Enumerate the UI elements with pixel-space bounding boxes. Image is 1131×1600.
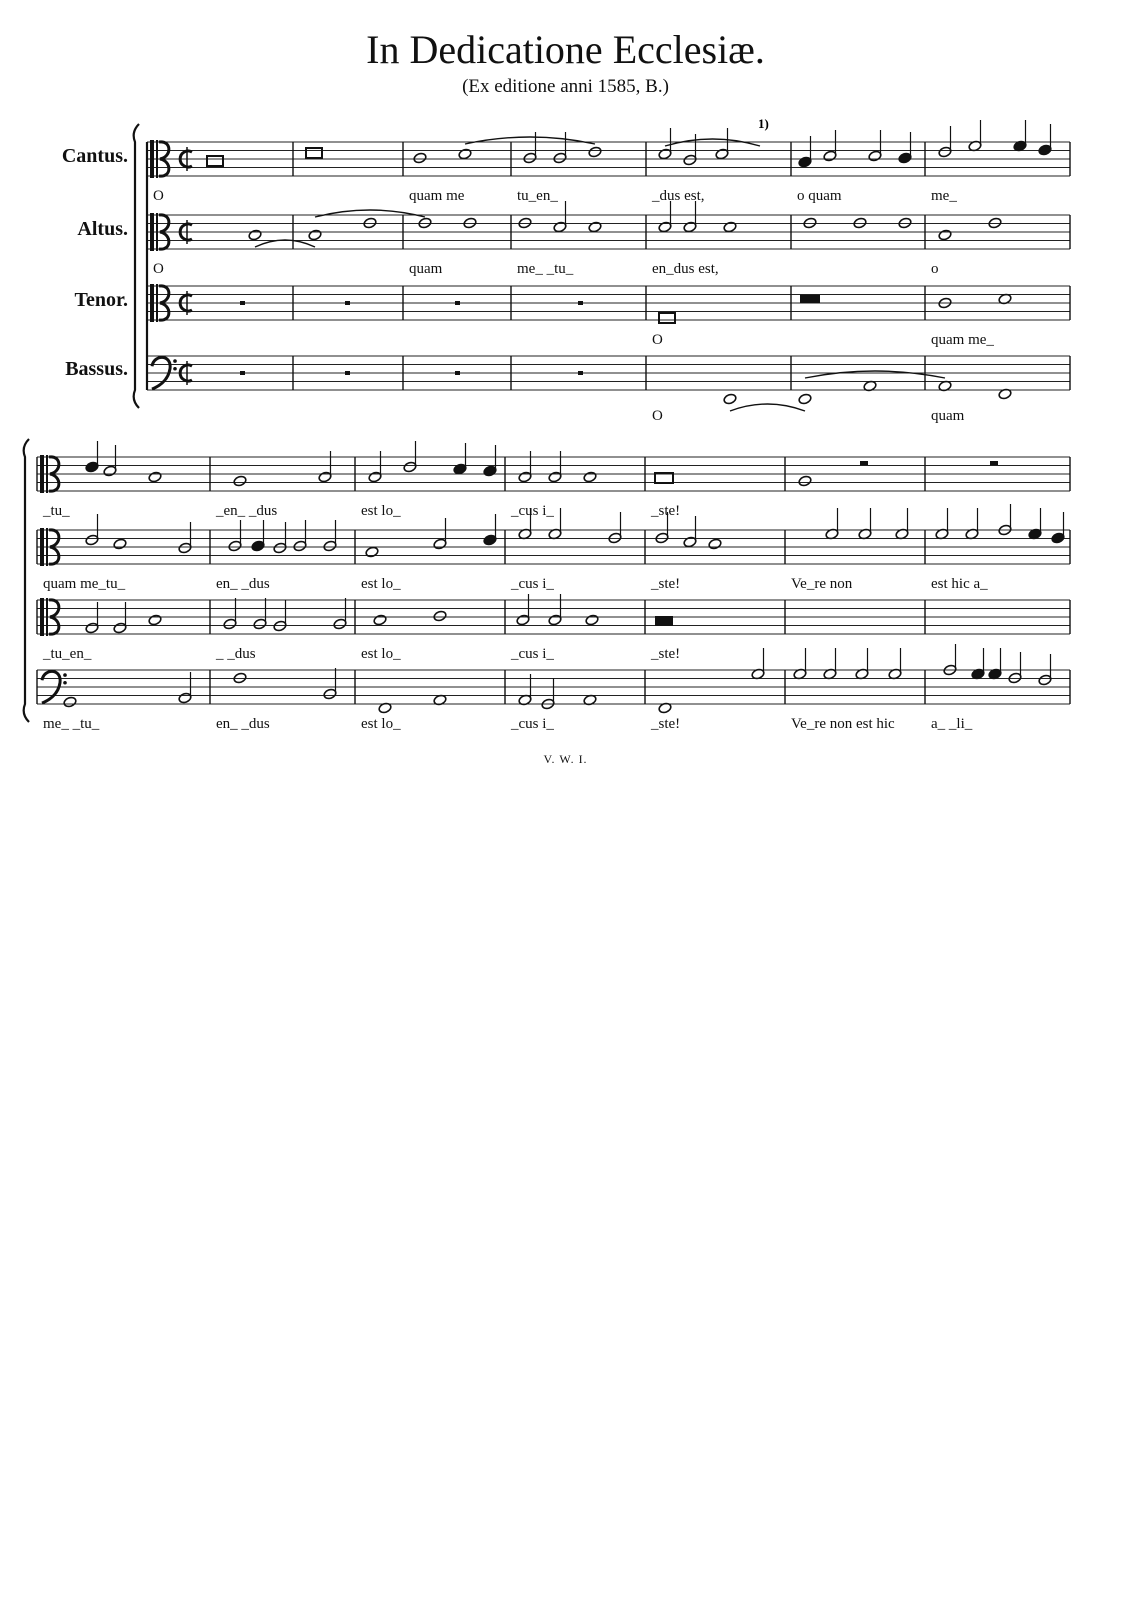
rest-icon: [345, 301, 350, 305]
lyric-syllable: _ste!: [651, 576, 681, 592]
breve-rest: [800, 295, 820, 303]
note-head: [233, 475, 247, 487]
rest-icon: [455, 371, 460, 375]
lyric-syllable: O: [652, 408, 663, 424]
page-title: In Dedicatione Ecclesiæ.: [366, 27, 765, 72]
note-head: [308, 229, 322, 241]
lyric-syllable: _dus est,: [652, 188, 705, 204]
c-clef-icon: [46, 528, 48, 566]
note-head: [113, 538, 127, 550]
footnote-mark: 1): [758, 116, 769, 131]
system-brace: [24, 439, 29, 722]
rest-icon: [990, 461, 998, 465]
rest-icon: [345, 371, 350, 375]
f-clef-dot: [173, 359, 177, 363]
f-clef-dot: [63, 673, 67, 677]
rest-icon: [240, 301, 245, 305]
page-subtitle: (Ex editione anni 1585, B.): [462, 76, 669, 97]
f-clef-dot: [63, 681, 67, 685]
c-clef-icon: [156, 213, 158, 251]
lyric-syllable: en_ _dus: [216, 716, 270, 732]
c-clef-icon: [40, 455, 44, 493]
lyric-syllable: Ve_re non est hic: [791, 716, 895, 732]
note-head: [248, 229, 262, 241]
f-clef-dot: [173, 367, 177, 371]
note-head: [588, 146, 602, 158]
lyric-syllable: est hic a_: [931, 576, 988, 592]
lyric-syllable: est lo_: [361, 646, 401, 662]
rest-icon: [240, 371, 245, 375]
lyric-syllable: quam me: [409, 188, 465, 204]
lyric-syllable: _cus i_: [511, 646, 554, 662]
lyric-syllable: o: [931, 261, 939, 277]
lyric-syllable: tu_en_: [517, 188, 558, 204]
c-clef-icon: [46, 598, 48, 636]
c-clef-icon: [40, 528, 44, 566]
page-footer: V. W. I.: [543, 752, 588, 766]
note-head: [373, 614, 387, 626]
note-head: [365, 546, 379, 558]
breve-note: [655, 616, 673, 626]
note-head: [798, 393, 812, 405]
voice-label-cantus: Cantus.: [61, 145, 128, 167]
lyric-syllable: quam: [931, 408, 965, 424]
lyric-syllable: O: [153, 261, 164, 277]
c-clef-icon: [150, 284, 154, 322]
lyric-syllable: _tu_: [43, 503, 70, 519]
note-head: [588, 221, 602, 233]
lyric-syllable: O: [153, 188, 164, 204]
lyric-syllable: a_ _li_: [931, 716, 973, 732]
lyric-syllable: _ste!: [651, 646, 681, 662]
c-clef-icon: [156, 284, 158, 322]
breve-note: [659, 313, 675, 323]
breve-note: [207, 156, 223, 166]
lyric-syllable: _ste!: [651, 716, 681, 732]
c-clef-icon: [156, 140, 158, 178]
lyric-syllable: me_ _tu_: [43, 716, 100, 732]
lyric-syllable: _tu_en_: [43, 646, 92, 662]
note-head: [63, 696, 77, 708]
note-head: [585, 614, 599, 626]
note-head: [583, 471, 597, 483]
note-head: [938, 229, 952, 241]
note-head: [723, 393, 737, 405]
note-head: [798, 475, 812, 487]
note-head: [708, 538, 722, 550]
note-head: [413, 152, 427, 164]
lyric-syllable: en_dus est,: [652, 261, 719, 277]
lyric-syllable: Ve_re non: [791, 576, 853, 592]
note-head: [723, 221, 737, 233]
lyric-syllable: _en_ _dus: [216, 503, 278, 519]
lyric-syllable: o quam: [797, 188, 842, 204]
lyric-syllable: _ste!: [651, 503, 681, 519]
voice-label-altus: Altus.: [77, 218, 128, 240]
tie-slur: [805, 371, 945, 378]
voice-label-tenor: Tenor.: [74, 289, 128, 311]
c-clef-icon: [46, 455, 48, 493]
note-head: [433, 610, 447, 622]
tie-slur: [315, 210, 425, 217]
lyric-syllable: quam: [409, 261, 443, 277]
lyric-syllable: me_: [931, 188, 957, 204]
breve-note: [306, 148, 322, 158]
lyric-syllable: quam me_: [931, 332, 994, 348]
system-brace: [134, 124, 139, 408]
lyric-syllable: en_ _dus: [216, 576, 270, 592]
voice-label-bassus: Bassus.: [65, 358, 128, 380]
c-clef-icon: [150, 213, 154, 251]
tie-slur: [465, 137, 595, 144]
c-clef-icon: [150, 140, 154, 178]
lyric-syllable: quam me_tu_: [43, 576, 126, 592]
lyric-syllable: _cus i_: [511, 503, 554, 519]
lyric-syllable: est lo_: [361, 576, 401, 592]
lyric-syllable: _cus i_: [511, 576, 554, 592]
rest-icon: [455, 301, 460, 305]
lyric-syllable: est lo_: [361, 503, 401, 519]
rest-icon: [860, 461, 868, 465]
note-head: [458, 148, 472, 160]
note-head: [148, 614, 162, 626]
lyric-syllable: me_ _tu_: [517, 261, 574, 277]
tie-slur: [255, 240, 315, 247]
lyric-syllable: O: [652, 332, 663, 348]
lyric-syllable: _cus i_: [511, 716, 554, 732]
c-clef-icon: [40, 598, 44, 636]
note-head: [148, 471, 162, 483]
tie-slur: [730, 404, 805, 411]
rest-icon: [578, 371, 583, 375]
lyric-syllable: _ _dus: [216, 646, 256, 662]
rest-icon: [578, 301, 583, 305]
lyric-syllable: est lo_: [361, 716, 401, 732]
